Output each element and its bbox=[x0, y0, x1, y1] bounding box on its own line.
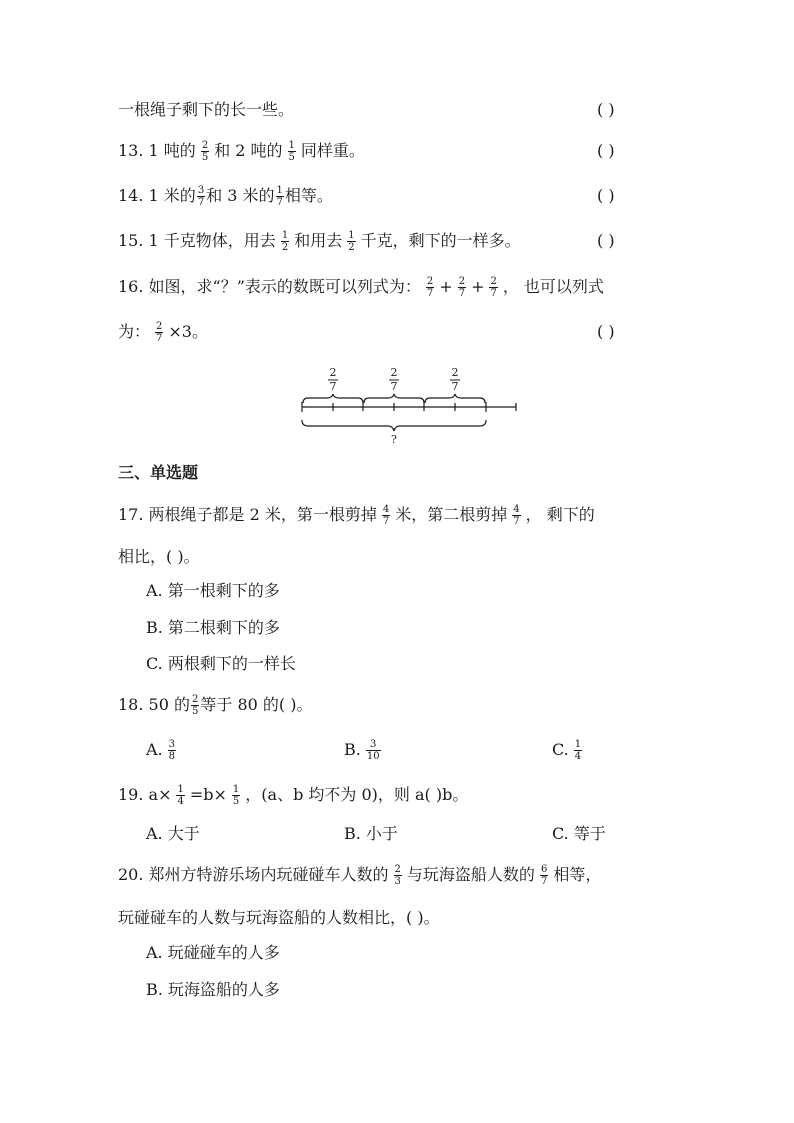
q18-option-a-fraction: $\frac{3}{8}$ bbox=[168, 739, 176, 762]
q14-fraction-2: $\frac{1}{7}$ bbox=[276, 185, 283, 208]
q17-fraction-1: $\frac{4}{7}$ bbox=[382, 504, 390, 527]
q14-text-a: 14. 1 米的 bbox=[118, 186, 196, 205]
section-title: 三、单选题 bbox=[118, 463, 199, 482]
q20-option-b[interactable]: B. 玩海盗船的人多 bbox=[146, 980, 280, 999]
diagram-label-num-1: 2 bbox=[329, 366, 337, 379]
q17-text-b: 米，第二根剪掉 bbox=[395, 505, 508, 524]
q17-line-2: 相比，( )。 bbox=[118, 547, 200, 566]
diagram-label-den-3: 7 bbox=[451, 380, 459, 393]
q16-text-a: 16. 如图，求“？”表示的数既可以列式为： bbox=[118, 277, 421, 296]
brace-3 bbox=[425, 394, 485, 403]
q18-text-a: 18. 50 的 bbox=[118, 695, 190, 714]
q18-option-c-fraction: $\frac{1}{4}$ bbox=[574, 739, 582, 762]
q20-fraction-1: $\frac{2}{3}$ bbox=[394, 864, 401, 887]
q15-text-b: 和用去 bbox=[294, 231, 343, 250]
diagram-label-num-2: 2 bbox=[390, 366, 398, 379]
q19-option-a[interactable]: A. 大于 bbox=[146, 824, 200, 843]
q18-option-b[interactable]: B. $\frac{3}{10}$ bbox=[344, 739, 380, 762]
q16-fraction-4: $\frac{2}{7}$ bbox=[156, 321, 163, 344]
q19-option-c[interactable]: C. 等于 bbox=[552, 824, 606, 843]
q19-option-b[interactable]: B. 小于 bbox=[344, 824, 398, 843]
brace-1 bbox=[303, 394, 363, 403]
q17-text-c: ， 剩下的 bbox=[525, 505, 595, 524]
q19-text-c: ，(a、b 均不为 0)，则 a( )b。 bbox=[245, 785, 469, 804]
q15-text-c: 千克，剩下的一样多。 bbox=[360, 231, 521, 250]
brace-total bbox=[302, 420, 486, 431]
q20-text-a: 20. 郑州方特游乐场内玩碰碰车人数的 bbox=[118, 865, 389, 884]
q14-answer-blank[interactable]: ( ) bbox=[597, 186, 615, 205]
q12-answer-blank[interactable]: ( ) bbox=[597, 100, 615, 119]
q20-text-c: 相等， bbox=[553, 865, 602, 884]
q18-option-b-fraction: $\frac{3}{10}$ bbox=[366, 739, 380, 762]
diagram-question-mark: ? bbox=[391, 433, 397, 446]
q17-text-a: 17. 两根绳子都是 2 米，第一根剪掉 bbox=[118, 505, 377, 524]
q14-text-c: 相等。 bbox=[284, 186, 333, 205]
q16-text-b: ， 也可以列式 bbox=[502, 277, 604, 296]
q16-plus-1: + bbox=[439, 277, 453, 296]
q18-option-c[interactable]: C. $\frac{1}{4}$ bbox=[552, 739, 582, 762]
q17-line-1 bbox=[118, 504, 595, 527]
q18-text-b: 等于 80 的( )。 bbox=[200, 695, 313, 714]
q13-answer-blank[interactable]: ( ) bbox=[597, 141, 615, 160]
q20-line-2: 玩碰碰车的人数与玩海盗船的人数相比，( )。 bbox=[118, 908, 440, 927]
q19-fraction-1: $\frac{1}{4}$ bbox=[177, 784, 184, 807]
q16-fraction-1: $\frac{2}{7}$ bbox=[426, 276, 434, 299]
q17-fraction-2: $\frac{4}{7}$ bbox=[513, 504, 520, 527]
q17-option-a[interactable]: A. 第一根剩下的多 bbox=[146, 581, 280, 600]
q16-text-c: 为： bbox=[118, 322, 151, 341]
q15-fraction-1: $\frac{1}{2}$ bbox=[281, 230, 289, 253]
q13-fraction-2: $\frac{1}{5}$ bbox=[288, 140, 295, 163]
q16-text-d: ×3。 bbox=[168, 322, 208, 341]
q19-line bbox=[118, 784, 468, 807]
diagram-label-num-3: 2 bbox=[451, 366, 459, 379]
q18-fraction: $\frac{2}{5}$ bbox=[191, 694, 199, 717]
diagram-label-den-1: 7 bbox=[329, 380, 337, 393]
q15-fraction-2: $\frac{1}{2}$ bbox=[348, 230, 355, 253]
q20-option-a[interactable]: A. 玩碰碰车的人多 bbox=[146, 943, 280, 962]
q20-text-b: 与玩海盗船人数的 bbox=[406, 865, 535, 884]
diagram-label-den-2: 7 bbox=[390, 380, 398, 393]
q13-fraction-1: $\frac{2}{5}$ bbox=[201, 140, 209, 163]
q18-line bbox=[118, 694, 312, 717]
q16-answer-blank[interactable]: ( ) bbox=[597, 322, 615, 341]
q15-answer-blank[interactable]: ( ) bbox=[597, 231, 615, 250]
q16-fraction-2: $\frac{2}{7}$ bbox=[458, 276, 466, 299]
q19-text-a: 19. a× bbox=[118, 785, 172, 804]
q15-text-a: 15. 1 千克物体，用去 bbox=[118, 231, 276, 250]
q19-text-b: =b× bbox=[189, 785, 227, 804]
q14-fraction-1: $\frac{3}{7}$ bbox=[197, 185, 205, 208]
q16-plus-2: + bbox=[471, 277, 485, 296]
q16-fraction-3: $\frac{2}{7}$ bbox=[490, 276, 497, 299]
q17-option-b[interactable]: B. 第二根剩下的多 bbox=[146, 618, 280, 637]
q13-text-c: 同样重。 bbox=[300, 141, 365, 160]
q13-text-a: 13. 1 吨的 bbox=[118, 141, 196, 160]
q18-option-a[interactable]: A. $\frac{3}{8}$ bbox=[146, 739, 176, 762]
q13-text-b: 和 2 吨的 bbox=[214, 141, 283, 160]
brace-2 bbox=[364, 394, 424, 403]
q19-fraction-2: $\frac{1}{5}$ bbox=[232, 784, 240, 807]
q20-fraction-2: $\frac{6}{7}$ bbox=[540, 864, 548, 887]
q14-text-b: 和 3 米的 bbox=[206, 186, 275, 205]
q12-text: 一根绳子剩下的长一些。 bbox=[118, 100, 295, 119]
q17-option-c[interactable]: C. 两根剩下的一样长 bbox=[146, 654, 296, 673]
q20-line-1 bbox=[118, 864, 601, 887]
